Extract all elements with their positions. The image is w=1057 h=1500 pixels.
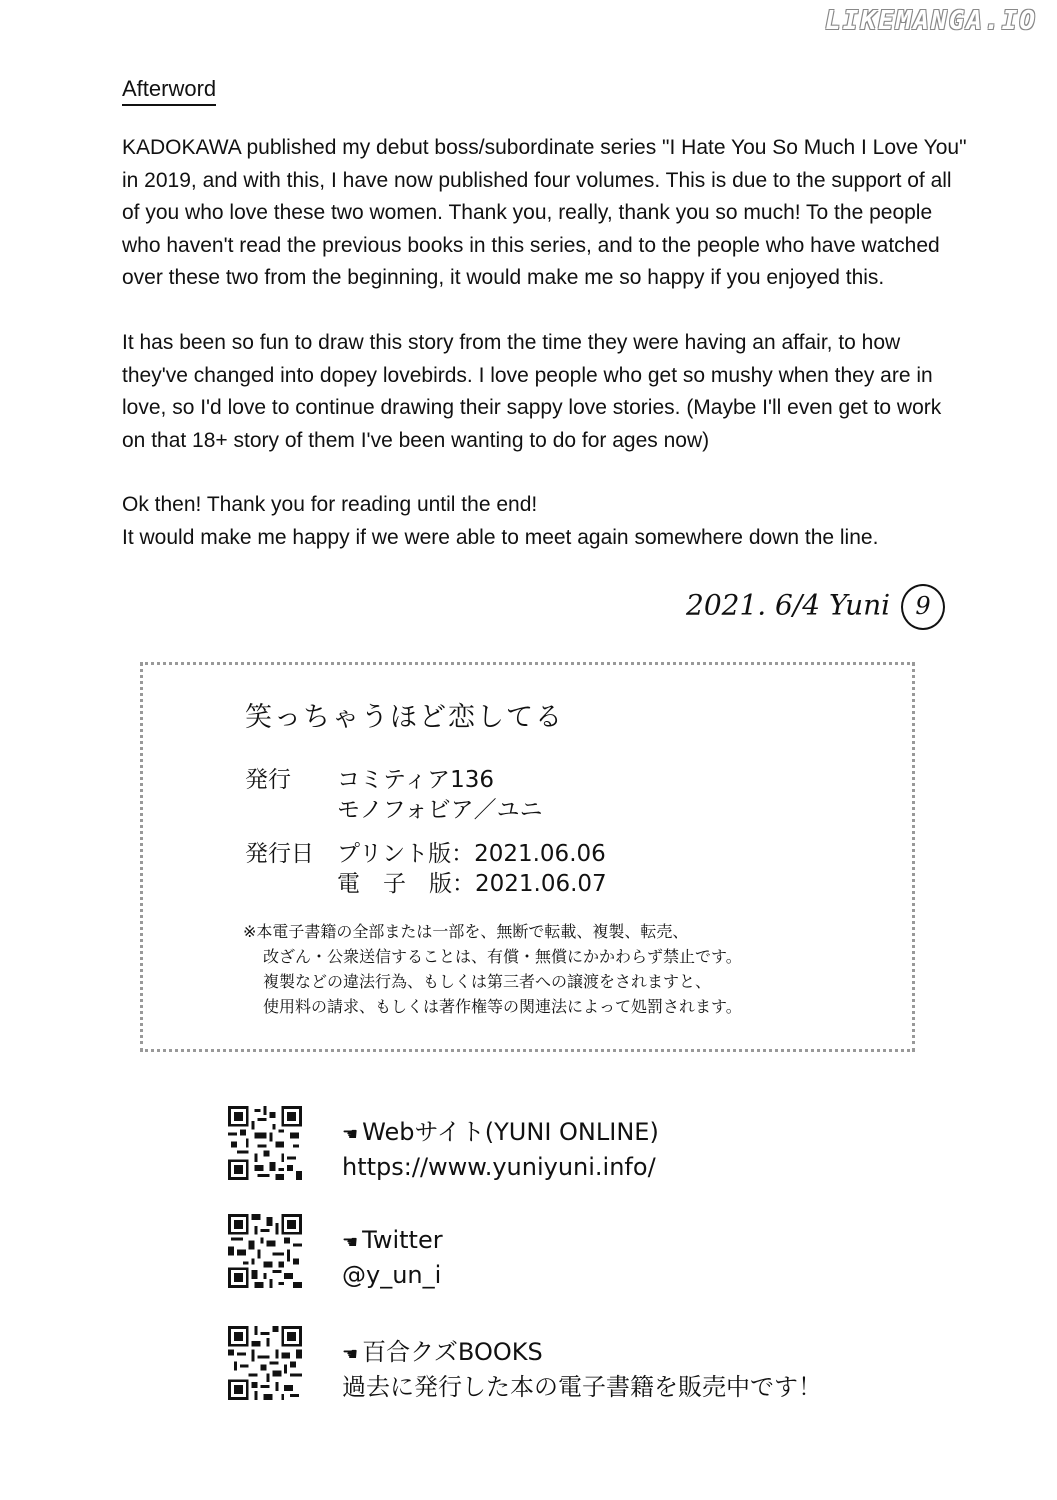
text-line: on that 18+ story of them I've been wanting to do for ages now) [122,428,710,452]
date-row-2 [245,865,607,898]
notice-line: 複製などの違法行為、もしくは第三者への譲渡をされますと、 [263,972,712,991]
print-edition-date: プリント版：2021.06.06 [337,841,606,867]
text-line: who haven't read the previous books in this series, and to the people who have watched [122,233,940,257]
twitter-handle[interactable]: @y_un_i [342,1261,442,1289]
notice-line: ※本電子書籍の全部または一部を、無断で転載、複製、転売、 [243,922,689,941]
publisher-circle: モノフォビア／ユニ [337,797,543,823]
afterword-paragraph [122,132,967,295]
qr-code-icon[interactable] [228,1106,302,1180]
date-label: 発行日 [245,841,314,867]
website-url[interactable]: https://www.yuniyuni.info/ [342,1153,656,1181]
text-line: in 2019, and with this, I have now published four volumes. This is due to the support of all [122,168,952,192]
link-heading [342,1224,443,1259]
pointing-hand-icon: ☚ [342,1232,359,1253]
qr-code-icon[interactable] [228,1326,302,1400]
link-heading [342,1116,659,1151]
colophon-box [140,662,915,1052]
author-signature [686,584,945,630]
afterword-section [122,74,967,555]
text-line: KADOKAWA published my debut boss/subordinate series "I Hate You So Much I Love You" [122,136,967,159]
pointing-hand-icon: ☚ [342,1344,359,1365]
publisher-row-2 [245,791,543,824]
text-line: It would make me happy if we were able to meet again somewhere down the line. [122,525,879,549]
afterword-title: Afterword [122,75,216,106]
publisher-event: コミティア136 [337,767,495,793]
signature-text: 2021. 6/4 Yuni [686,588,891,622]
digital-edition-date: 電 子 版：2021.06.07 [337,871,607,897]
text-line: they've changed into dopey lovebirds. I love people who get so mushy when they are in [122,363,933,387]
website-heading: Webサイト(YUNI ONLINE) [362,1118,659,1146]
pointing-hand-icon: ☚ [342,1124,359,1145]
book-title: 笑っちゃうほど恋してる [245,702,564,733]
books-heading: 百合クズBOOKS [362,1338,543,1366]
text-line: love, so I'd love to continue drawing their sappy love stories. (Maybe I'll even get to work [122,396,942,420]
afterword-paragraph [122,489,962,554]
books-description[interactable]: 過去に発行した本の電子書籍を販売中です！ [342,1373,822,1401]
text-line: of you who love these two women. Thank you, really, thank you so much! To the people [122,201,933,225]
publisher-row [245,761,494,794]
text-line: It has been so fun to draw this story from the time they were having an affair, to how [122,330,901,354]
qr-code-icon[interactable] [228,1214,302,1288]
copyright-notice [243,919,742,1019]
site-watermark: LIKEMANGA.IO [825,6,1037,36]
notice-line: 改ざん・公衆送信することは、有償・無償にかかわらず禁止です。 [263,947,742,966]
text-line: Ok then! Thank you for reading until the end! [122,493,538,517]
notice-line: 使用料の請求、もしくは著作権等の関連法によって処罰されます。 [263,997,742,1016]
publisher-label: 発行 [245,767,291,793]
date-row [245,835,606,868]
text-line: over these two from the beginning, it would make me so happy if you enjoyed this. [122,266,885,290]
signature-circle-mark: 9 [901,584,945,630]
link-heading [342,1336,822,1371]
afterword-paragraph [122,327,962,457]
twitter-heading: Twitter [362,1226,443,1254]
